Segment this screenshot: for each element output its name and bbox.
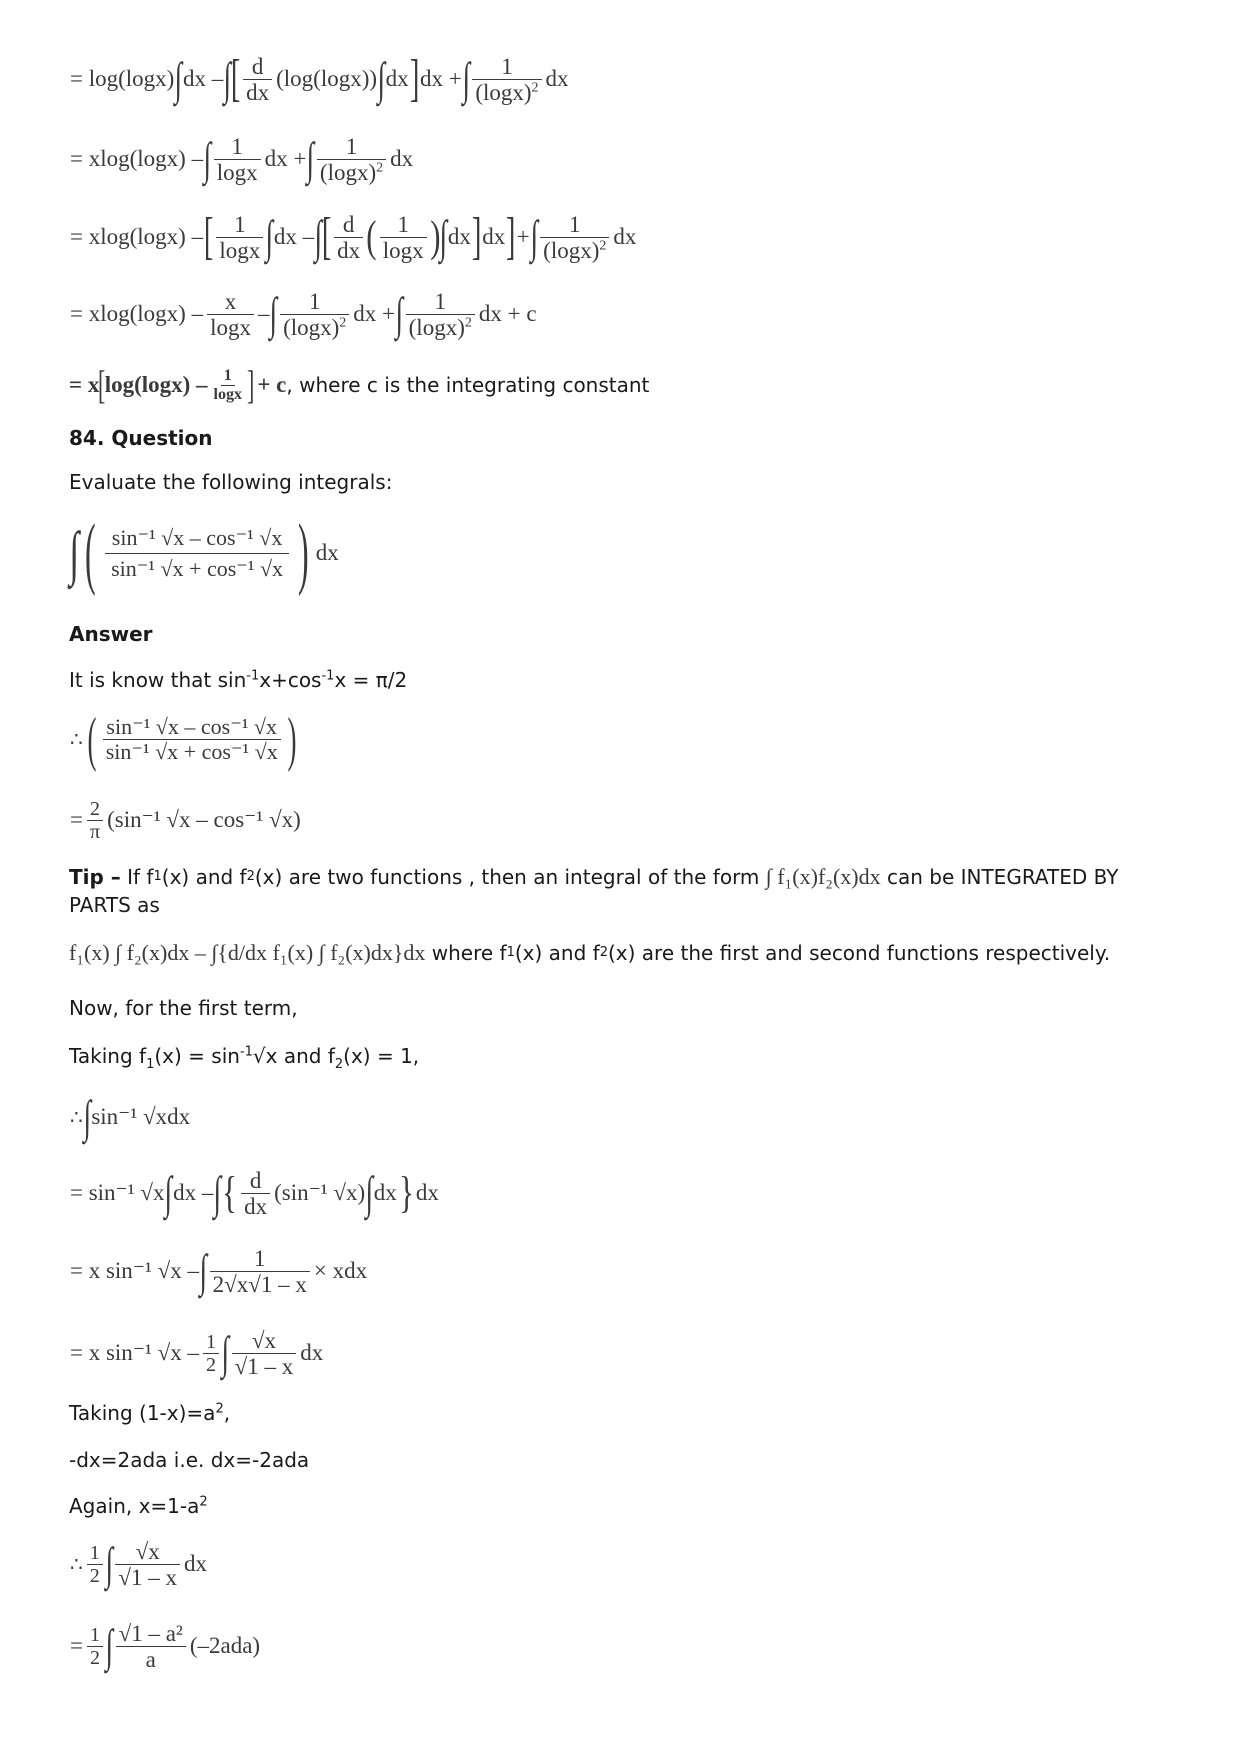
right-bracket: ] [471,208,482,265]
left-paren: ( [85,509,97,597]
left-paren: ( [366,212,377,261]
fraction: $\frac{1}{2}$ [87,1542,103,1587]
integral-sign: ∫ [530,211,538,262]
eq-text: = sin⁻¹ √x [70,1180,165,1205]
fraction: $\frac{x}{\log x}$ [207,289,254,340]
eq-text: dx – [273,224,315,249]
equation-line-4 [69,287,538,341]
eq-text: dx + [353,301,396,326]
eq-text: dx [613,224,637,249]
integral-sign: ∫ [69,520,80,586]
left-bracket: [ [203,208,214,265]
left-bracket: [ [230,50,241,107]
eq-text: = x [69,372,100,397]
fraction: $\frac{1}{(\log x)^2}$ [406,289,475,340]
integral-sign: ∫ [462,53,470,104]
eq-text: = xlog(logx) – [70,301,204,326]
right-brace: } [398,1168,414,1217]
integral-sign: ∫ [314,211,323,262]
identity-statement: It is know that $\sin^{-1}x+\cos^{-1}x = \pi/2$ [69,668,408,692]
eq-text: dx – [173,1180,214,1205]
integral-sign: ∫ [199,1245,208,1296]
eq-text: dx [385,66,409,91]
equation-ratio [69,708,300,770]
integral-sign: ∫ [306,133,315,184]
fraction: $\frac{1}{2}$ [203,1331,219,1376]
taking-functions: Taking $f_1(x) = \sin^{-1}√x$ and $f_2(x) = 1$, [69,1044,420,1072]
eq-text: = log(logx) [70,66,175,91]
eq-text: log(logx) – [104,372,208,397]
parts-step-1 [69,1166,440,1220]
tip-line-2: PARTS as [69,893,160,917]
eq-text: = x sin⁻¹ √x – [70,1340,199,1365]
eq-text: dx [545,66,569,91]
eq-text: dx [315,540,339,565]
integral-sign: ∫ [174,53,183,104]
fraction: $\frac{1}{(\log x)^2}$ [280,289,349,340]
eq-text: dx + c [478,301,537,326]
right-paren: ) [429,212,441,261]
fraction: $\frac{√x}{√1 - x}$ [232,1328,297,1379]
fraction: $\frac{1}{\log x}$ [214,134,261,185]
fraction: $\frac{1}{\log x}$ [213,366,242,403]
question-fraction: $\frac{\text{sin⁻¹ √x – cos⁻¹ √x}}{\text{sin⁻¹ √x + cos⁻¹ √x}}$ [105,523,289,584]
fraction: $\frac{1}{(\log x)^2}$ [317,134,386,185]
substitution-step-1 [69,1533,208,1595]
eq-text: × xdx [313,1258,368,1283]
integral-sign: ∫ [105,1620,114,1671]
parts-formula-line: f₁(x) ∫ f₂(x)dx – ∫{d/dx f₁(x) ∫ f₂(x)dx}dx where f 1 (x) and f 2 (x) are the first and second functions respectively. [69,940,1111,965]
right-paren: ) [298,509,309,597]
eq-text: dx – [182,66,224,91]
fraction: $\frac{\text{√1 – a²}}{a}$ [116,1621,186,1672]
eq-text: + [516,224,530,249]
integral-sign: ∫ [269,288,278,339]
integral-sign: ∫ [105,1538,113,1589]
eq-text: (–2ada) [189,1633,261,1658]
eq-text: dx [373,1180,397,1205]
integral-sign: ∫ [223,53,232,104]
integral-sign: ∫ [213,1167,222,1218]
integral-sign: ∫ [377,53,386,104]
fraction: $\frac{1}{\log x}$ [380,212,427,263]
integral-sign: ∫ [265,211,274,262]
derivative-fraction: $\frac{d}{dx}$ [334,212,363,263]
equation-line-1 [69,52,570,106]
eq-text: dx [183,1551,207,1576]
equation-line-3 [69,210,637,264]
parts-integral-form: ∫ f₁(x)f₂(x)dx [765,864,881,889]
eq-text: dx [482,224,506,249]
eq-text: (sin⁻¹ √x) [274,1180,366,1205]
integral-sign: ∫ [165,1167,173,1218]
right-paren: ) [287,706,297,772]
integral-sign: ∫ [395,288,404,339]
derivative-fraction: $\frac{d}{dx}$ [241,1168,270,1219]
eq-text: dx + [264,146,307,171]
left-brace: { [222,1168,237,1217]
fraction: $\frac{1}{(\log x)^2}$ [540,212,609,263]
derivative-fraction: $\frac{d}{dx}$ [243,54,272,105]
question-prompt: Evaluate the following integrals: [69,470,393,494]
fraction: $\frac{2}{\pi}$ [87,798,103,843]
integral-sign: ∫ [365,1167,374,1218]
eq-text: – [257,301,270,326]
eq-text: dx [390,146,414,171]
eq-text: (log(logx)) [276,66,378,91]
answer-heading: Answer [69,622,153,646]
eq-text: dx + [419,66,462,91]
fraction: $\frac{1}{(\log x)^2}$ [472,54,541,105]
fraction: $\frac{√x}{√1 - x}$ [115,1539,180,1590]
fraction: $\frac{1}{\log x}$ [216,212,263,263]
substitution-text: Taking $(1-x)=a^2$, [69,1401,231,1425]
differential-text: -dx=2ada i.e. dx=-2ada [69,1448,310,1472]
eq-text: dx [447,224,471,249]
ratio-fraction: $\frac{\text{sin⁻¹ √x – cos⁻¹ √x}}{\text{sin⁻¹ √x + cos⁻¹ √x}}$ [103,715,281,764]
therefore-symbol: ∴ [70,728,83,751]
eq-text: dx [300,1340,324,1365]
left-bracket: [ [321,208,332,265]
eq-text: sin⁻¹ √xdx [91,1104,191,1129]
eq-text: = [70,1633,83,1658]
integral-sign: ∫ [203,133,212,184]
parts-formula: f₁(x) ∫ f₂(x)dx – ∫{d/dx f₁(x) ∫ f₂(x)dx}dx [69,940,426,965]
constant-note: , where c is the integrating constant [286,373,650,397]
left-paren: ( [87,706,97,772]
eq-text: = x sin⁻¹ √x – [70,1258,199,1283]
eq-text: = xlog(logx) – [70,224,204,249]
right-bracket: ] [409,50,420,107]
eq-text: (sin⁻¹ √x – cos⁻¹ √x) [107,807,301,832]
therefore-symbol: ∴ [70,1553,83,1576]
question-integral [69,509,340,597]
integral-first-term [69,1090,191,1144]
therefore-symbol: ∴ [70,1106,83,1129]
equation-simplified [69,792,302,848]
equation-line-5 [69,362,649,408]
equation-line-2 [69,132,414,186]
question-heading: 84. Question [69,426,213,450]
parts-step-3 [69,1322,324,1384]
fraction: $\frac{1}{2√x√1 - x}$ [210,1246,310,1297]
integral-sign: ∫ [221,1327,230,1378]
left-bracket: [ [98,362,106,407]
right-bracket: ] [506,208,516,265]
integral-sign: ∫ [439,211,448,262]
right-bracket: ] [246,362,255,407]
integral-sign: ∫ [83,1091,91,1142]
tip-line-1: Tip – If f 1 (x) and f 2 (x) are two functions , then an integral of the form ∫ f₁(x)f₂(x)dx can be INTEGRATED BY [69,864,1119,889]
eq-text: + c [257,372,287,397]
first-term-text: Now, for the first term, [69,996,298,1020]
eq-text: = [70,807,83,832]
again-text: Again, $x=1-a^2$ [69,1494,208,1518]
eq-text: dx [415,1180,439,1205]
parts-step-2 [69,1240,368,1302]
fraction: $\frac{1}{2}$ [87,1624,103,1669]
substitution-step-2 [69,1615,261,1677]
eq-text: = xlog(logx) – [70,146,204,171]
